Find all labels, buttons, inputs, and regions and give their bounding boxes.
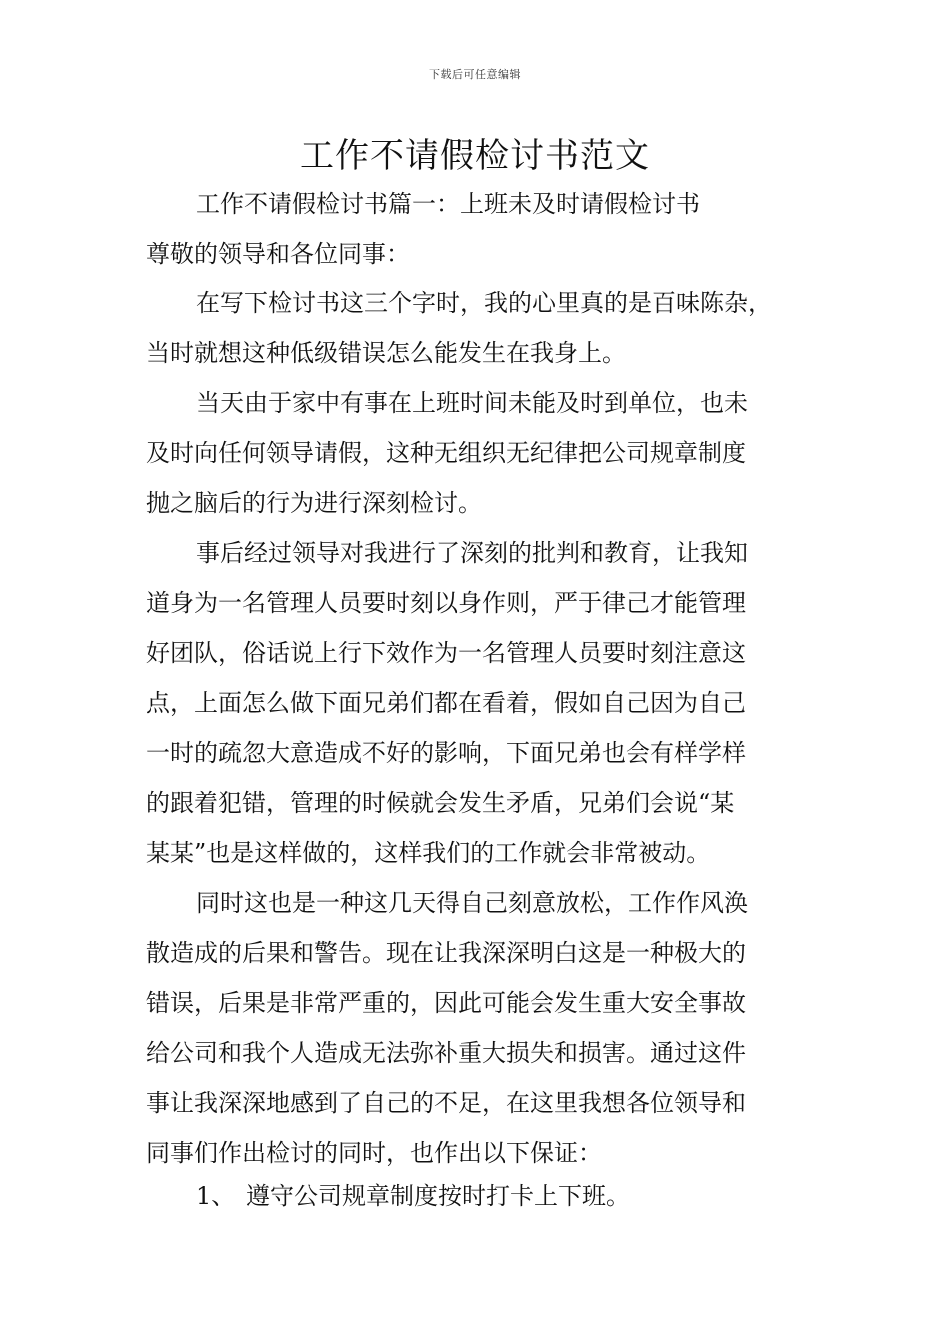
- paragraph-line: 的跟着犯错，管理的时候就会发生矛盾，兄弟们会说“某: [146, 789, 735, 817]
- body-text: [146, 278, 816, 1178]
- paragraph-line: 同时这也是一种这几天得自己刻意放松，工作作风涣: [196, 889, 748, 917]
- paragraph-line: 同事们作出检讨的同时，也作出以下保证：: [146, 1139, 602, 1167]
- document-title: 工作不请假检讨书范文: [300, 136, 650, 176]
- paragraph-line: 一时的疏忽大意造成不好的影响，下面兄弟也会有样学样: [146, 739, 746, 767]
- paragraph-line: 当天由于家中有事在上班时间未能及时到单位，也未: [196, 389, 748, 417]
- list-item: [196, 1176, 630, 1211]
- paragraph-line: 当时就想这种低级错误怎么能发生在我身上。: [146, 339, 626, 367]
- paragraph: [146, 278, 816, 378]
- paragraph-line: 在写下检讨书这三个字时，我的心里真的是百味陈杂，: [196, 289, 772, 317]
- document-subtitle: 工作不请假检讨书篇一：上班未及时请假检讨书: [196, 190, 700, 218]
- list-item-text: 遵守公司规章制度按时打卡上下班。: [246, 1182, 630, 1210]
- paragraph-line: 事让我深深地感到了自己的不足，在这里我想各位领导和: [146, 1089, 746, 1117]
- paragraph-line: 抛之脑后的行为进行深刻检讨。: [146, 489, 482, 517]
- paragraph-line: 散造成的后果和警告。现在让我深深明白这是一种极大的: [146, 939, 746, 967]
- paragraph-line: 道身为一名管理人员要时刻以身作则，严于律己才能管理: [146, 589, 746, 617]
- header-note: 下载后可任意编辑: [429, 68, 521, 81]
- paragraph-line: 及时向任何领导请假，这种无组织无纪律把公司规章制度: [146, 439, 746, 467]
- list-item-number: 1、: [196, 1182, 236, 1210]
- paragraph-line: 事后经过领导对我进行了深刻的批判和教育，让我知: [196, 539, 748, 567]
- paragraph-line: 某某”也是这样做的，这样我们的工作就会非常被动。: [146, 839, 711, 867]
- paragraph-line: 点，上面怎么做下面兄弟们都在看着，假如自己因为自己: [146, 689, 746, 717]
- salutation: 尊敬的领导和各位同事：: [146, 240, 410, 268]
- paragraph-line: 给公司和我个人造成无法弥补重大损失和损害。通过这件: [146, 1039, 746, 1067]
- paragraph: [146, 878, 816, 1178]
- paragraph: [146, 378, 816, 528]
- paragraph: [146, 528, 816, 878]
- paragraph-line: 错误，后果是非常严重的，因此可能会发生重大安全事故: [146, 989, 746, 1017]
- paragraph-line: 好团队，俗话说上行下效作为一名管理人员要时刻注意这: [146, 639, 746, 667]
